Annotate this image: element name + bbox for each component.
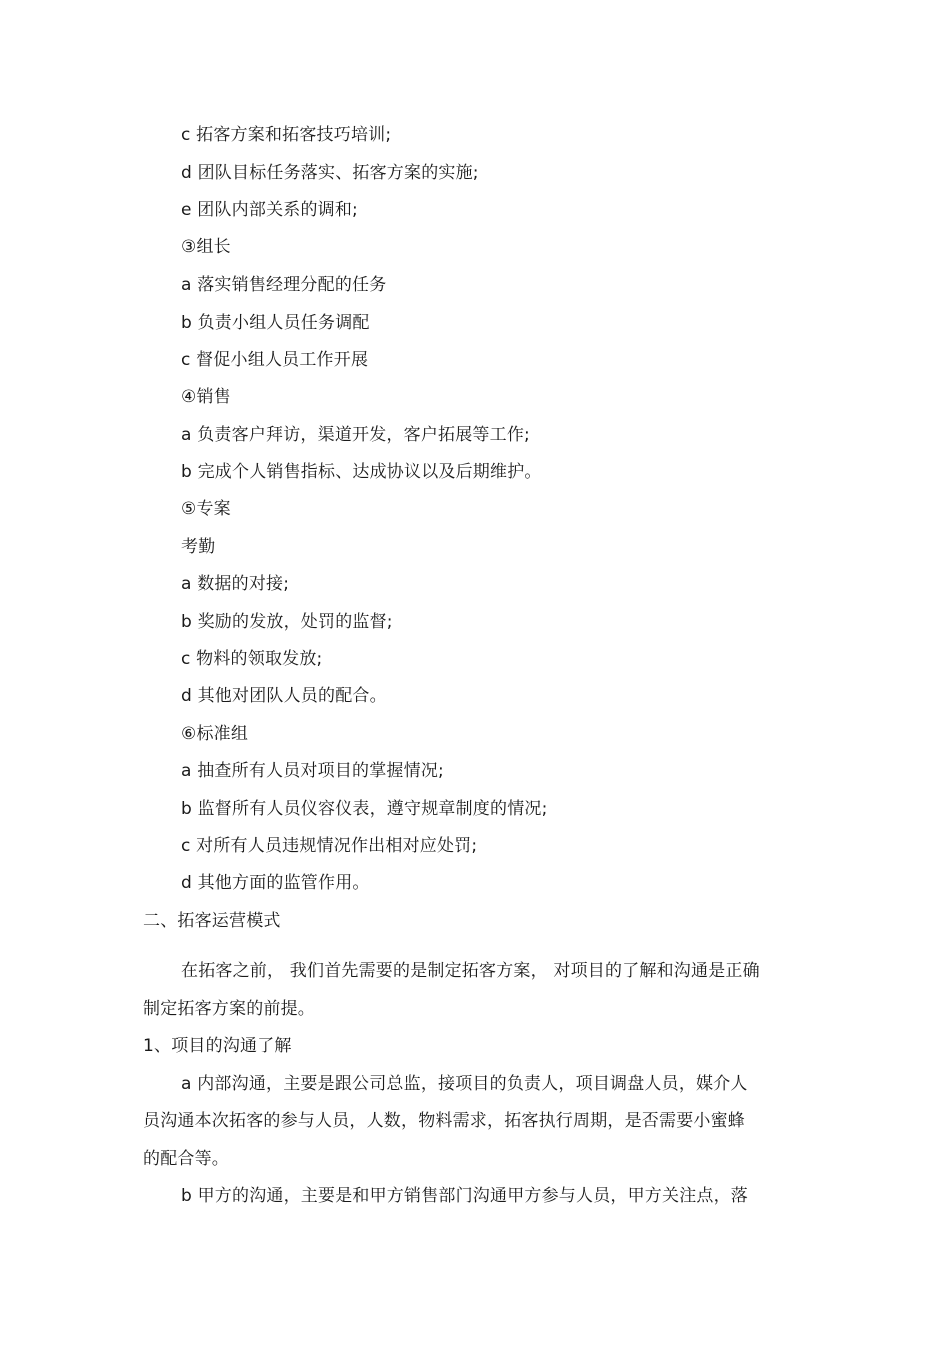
list-item: c 物料的领取发放; (181, 649, 323, 669)
list-item: c 对所有人员违规情况作出相对应处罚; (181, 836, 478, 856)
list-item: d 其他方面的监管作用。 (181, 873, 370, 893)
role-heading-standards: ⑥标准组 (181, 724, 249, 744)
list-item: e 团队内部关系的调和; (181, 200, 358, 220)
list-item: c 督促小组人员工作开展 (181, 350, 369, 370)
list-item: a 落实销售经理分配的任务 (181, 275, 387, 295)
role-heading-attendance: 考勤 (181, 537, 216, 557)
role-heading-sales: ④销售 (181, 387, 231, 407)
subsection-title: 1、项目的沟通了解 (143, 1036, 292, 1056)
list-item: a 抽查所有人员对项目的掌握情况; (181, 761, 444, 781)
paragraph-line: 制定拓客方案的前提。 (143, 999, 315, 1019)
paragraph-line: 在拓客之前， 我们首先需要的是制定拓客方案， 对项目的了解和沟通是正确 (181, 961, 760, 981)
list-item: b 监督所有人员仪容仪表，遵守规章制度的情况; (181, 799, 548, 819)
list-item: b 完成个人销售指标、达成协议以及后期维护。 (181, 462, 542, 482)
role-heading-group-leader: ③组长 (181, 237, 231, 257)
paragraph-line: a 内部沟通，主要是跟公司总监，接项目的负责人，项目调盘人员，媒介人 (181, 1074, 748, 1094)
list-item: a 数据的对接; (181, 574, 290, 594)
list-item: d 其他对团队人员的配合。 (181, 686, 387, 706)
list-item: d 团队目标任务落实、拓客方案的实施; (181, 163, 479, 183)
section-title: 二、拓客运营模式 (143, 911, 281, 931)
role-heading-project: ⑤专案 (181, 499, 231, 519)
list-item: b 负责小组人员任务调配 (181, 313, 370, 333)
paragraph-line: 员沟通本次拓客的参与人员，人数，物料需求，拓客执行周期，是否需要小蜜蜂 (143, 1111, 745, 1131)
list-item: c 拓客方案和拓客技巧培训; (181, 125, 392, 145)
paragraph-line: b 甲方的沟通，主要是和甲方销售部门沟通甲方参与人员，甲方关注点，落 (181, 1186, 748, 1206)
paragraph-line: 的配合等。 (143, 1149, 229, 1169)
list-item: a 负责客户拜访，渠道开发，客户拓展等工作; (181, 425, 530, 445)
list-item: b 奖励的发放，处罚的监督; (181, 612, 393, 632)
